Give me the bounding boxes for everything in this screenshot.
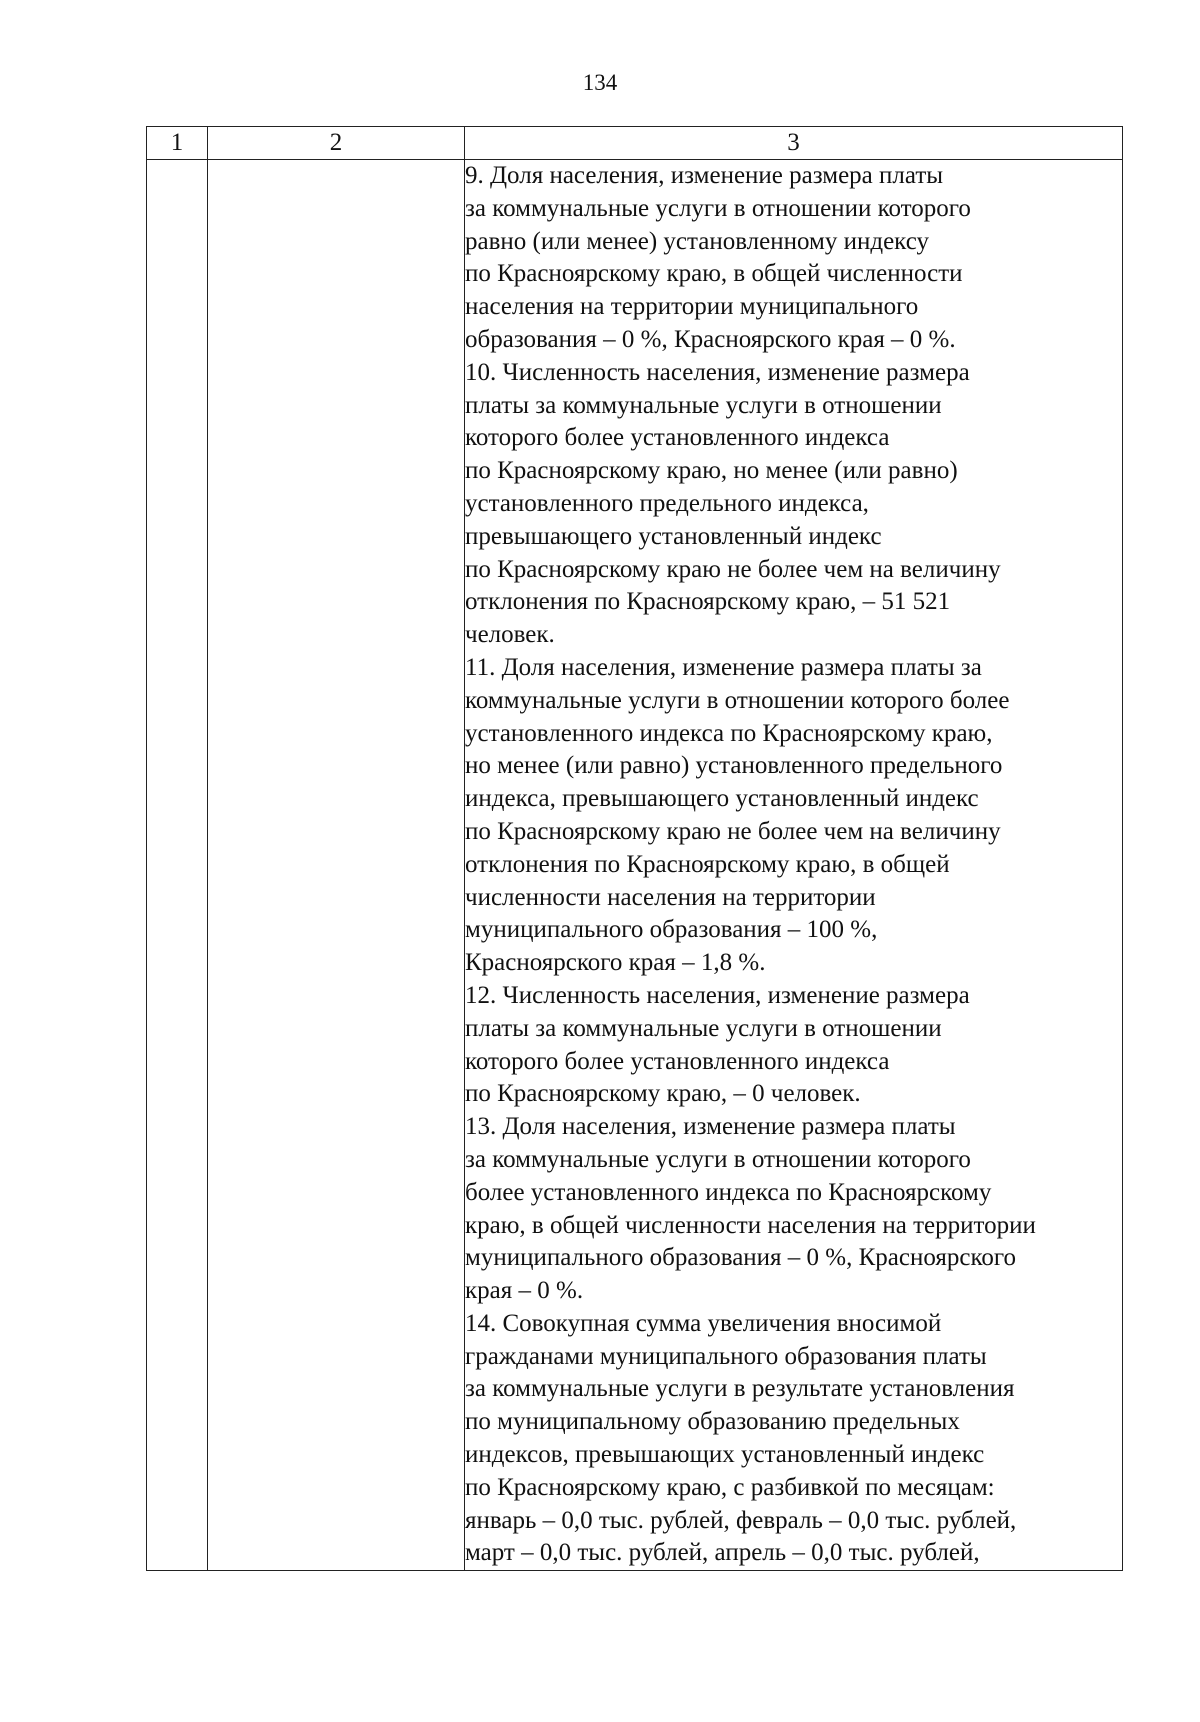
text-line: по Красноярскому краю не более чем на величину (465, 555, 1001, 583)
text-line: платы за коммунальные услуги в отношении (465, 391, 942, 419)
column-header-2: 2 (208, 127, 465, 160)
column-header-3: 3 (465, 127, 1123, 160)
column-header-1: 1 (147, 127, 208, 160)
text-line: 10. Численность населения, изменение размера (465, 358, 970, 386)
page-number: 134 (582, 70, 618, 95)
table-header-row (147, 127, 1123, 160)
text-line: январь – 0,0 тыс. рублей, февраль – 0,0 тыс. рублей, (465, 1506, 1017, 1534)
text-line: отклонения по Красноярскому краю, – 51 521 (465, 588, 951, 616)
column-3-cell (465, 160, 1123, 1571)
text-line: по Красноярскому краю, но менее (или равно) (465, 457, 958, 485)
text-line: за коммунальные услуги в результате установления (465, 1375, 1015, 1403)
text-line: отклонения по Красноярскому краю, в общей (465, 850, 950, 878)
text-line: превышающего установленный индекс (465, 522, 882, 550)
text-line: равно (или менее) установленному индексу (465, 227, 929, 255)
text-line: населения на территории муниципального (465, 293, 919, 321)
text-line: 13. Доля населения, изменение размера платы (465, 1113, 956, 1141)
column-2-cell (208, 160, 465, 1571)
table-row (147, 160, 1123, 1571)
document-table (146, 126, 1123, 1571)
column-1-cell (147, 160, 208, 1571)
text-line: 12. Численность населения, изменение размера (465, 981, 970, 1009)
text-line: индекса, превышающего установленный индекс (465, 785, 979, 813)
text-line: 14. Совокупная сумма увеличения вносимой (465, 1309, 942, 1337)
text-line: муниципального образования – 0 %, Красноярского (465, 1244, 1016, 1272)
text-line: по муниципальному образованию предельных (465, 1408, 960, 1436)
text-line: установленного предельного индекса, (465, 489, 869, 517)
text-line: за коммунальные услуги в отношении которого (465, 1145, 971, 1173)
text-line: человек. (465, 621, 555, 649)
text-line: платы за коммунальные услуги в отношении (465, 1014, 942, 1042)
text-line: которого более установленного индекса (465, 424, 890, 452)
text-line: муниципального образования – 100 %, (465, 916, 878, 944)
text-line: Красноярского края – 1,8 %. (465, 949, 766, 977)
text-line: краю, в общей численности населения на территории (465, 1211, 1036, 1239)
text-line: более установленного индекса по Красноярскому (465, 1178, 992, 1206)
text-line: по Красноярскому краю, в общей численности (465, 260, 963, 288)
text-line: края – 0 %. (465, 1277, 584, 1305)
text-line: но менее (или равно) установленного предельного (465, 752, 1003, 780)
text-line: численности населения на территории (465, 883, 876, 911)
text-line: 11. Доля населения, изменение размера платы за (465, 653, 982, 681)
text-line: по Красноярскому краю не более чем на величину (465, 817, 1001, 845)
text-line: установленного индекса по Красноярскому краю, (465, 719, 993, 747)
text-line: по Красноярскому краю, с разбивкой по месяцам: (465, 1473, 995, 1501)
text-line: которого более установленного индекса (465, 1047, 890, 1075)
text-line: образования – 0 %, Красноярского края – 0 %. (465, 325, 956, 353)
text-line: гражданами муниципального образования платы (465, 1342, 987, 1370)
text-line: 9. Доля населения, изменение размера платы (465, 162, 944, 189)
text-line: по Красноярскому краю, – 0 человек. (465, 1080, 861, 1108)
text-line: коммунальные услуги в отношении которого более (465, 686, 1010, 714)
text-line: март – 0,0 тыс. рублей, апрель – 0,0 тыс. рублей, (465, 1539, 980, 1567)
text-line: индексов, превышающих установленный индекс (465, 1441, 985, 1469)
text-line: за коммунальные услуги в отношении которого (465, 194, 971, 222)
